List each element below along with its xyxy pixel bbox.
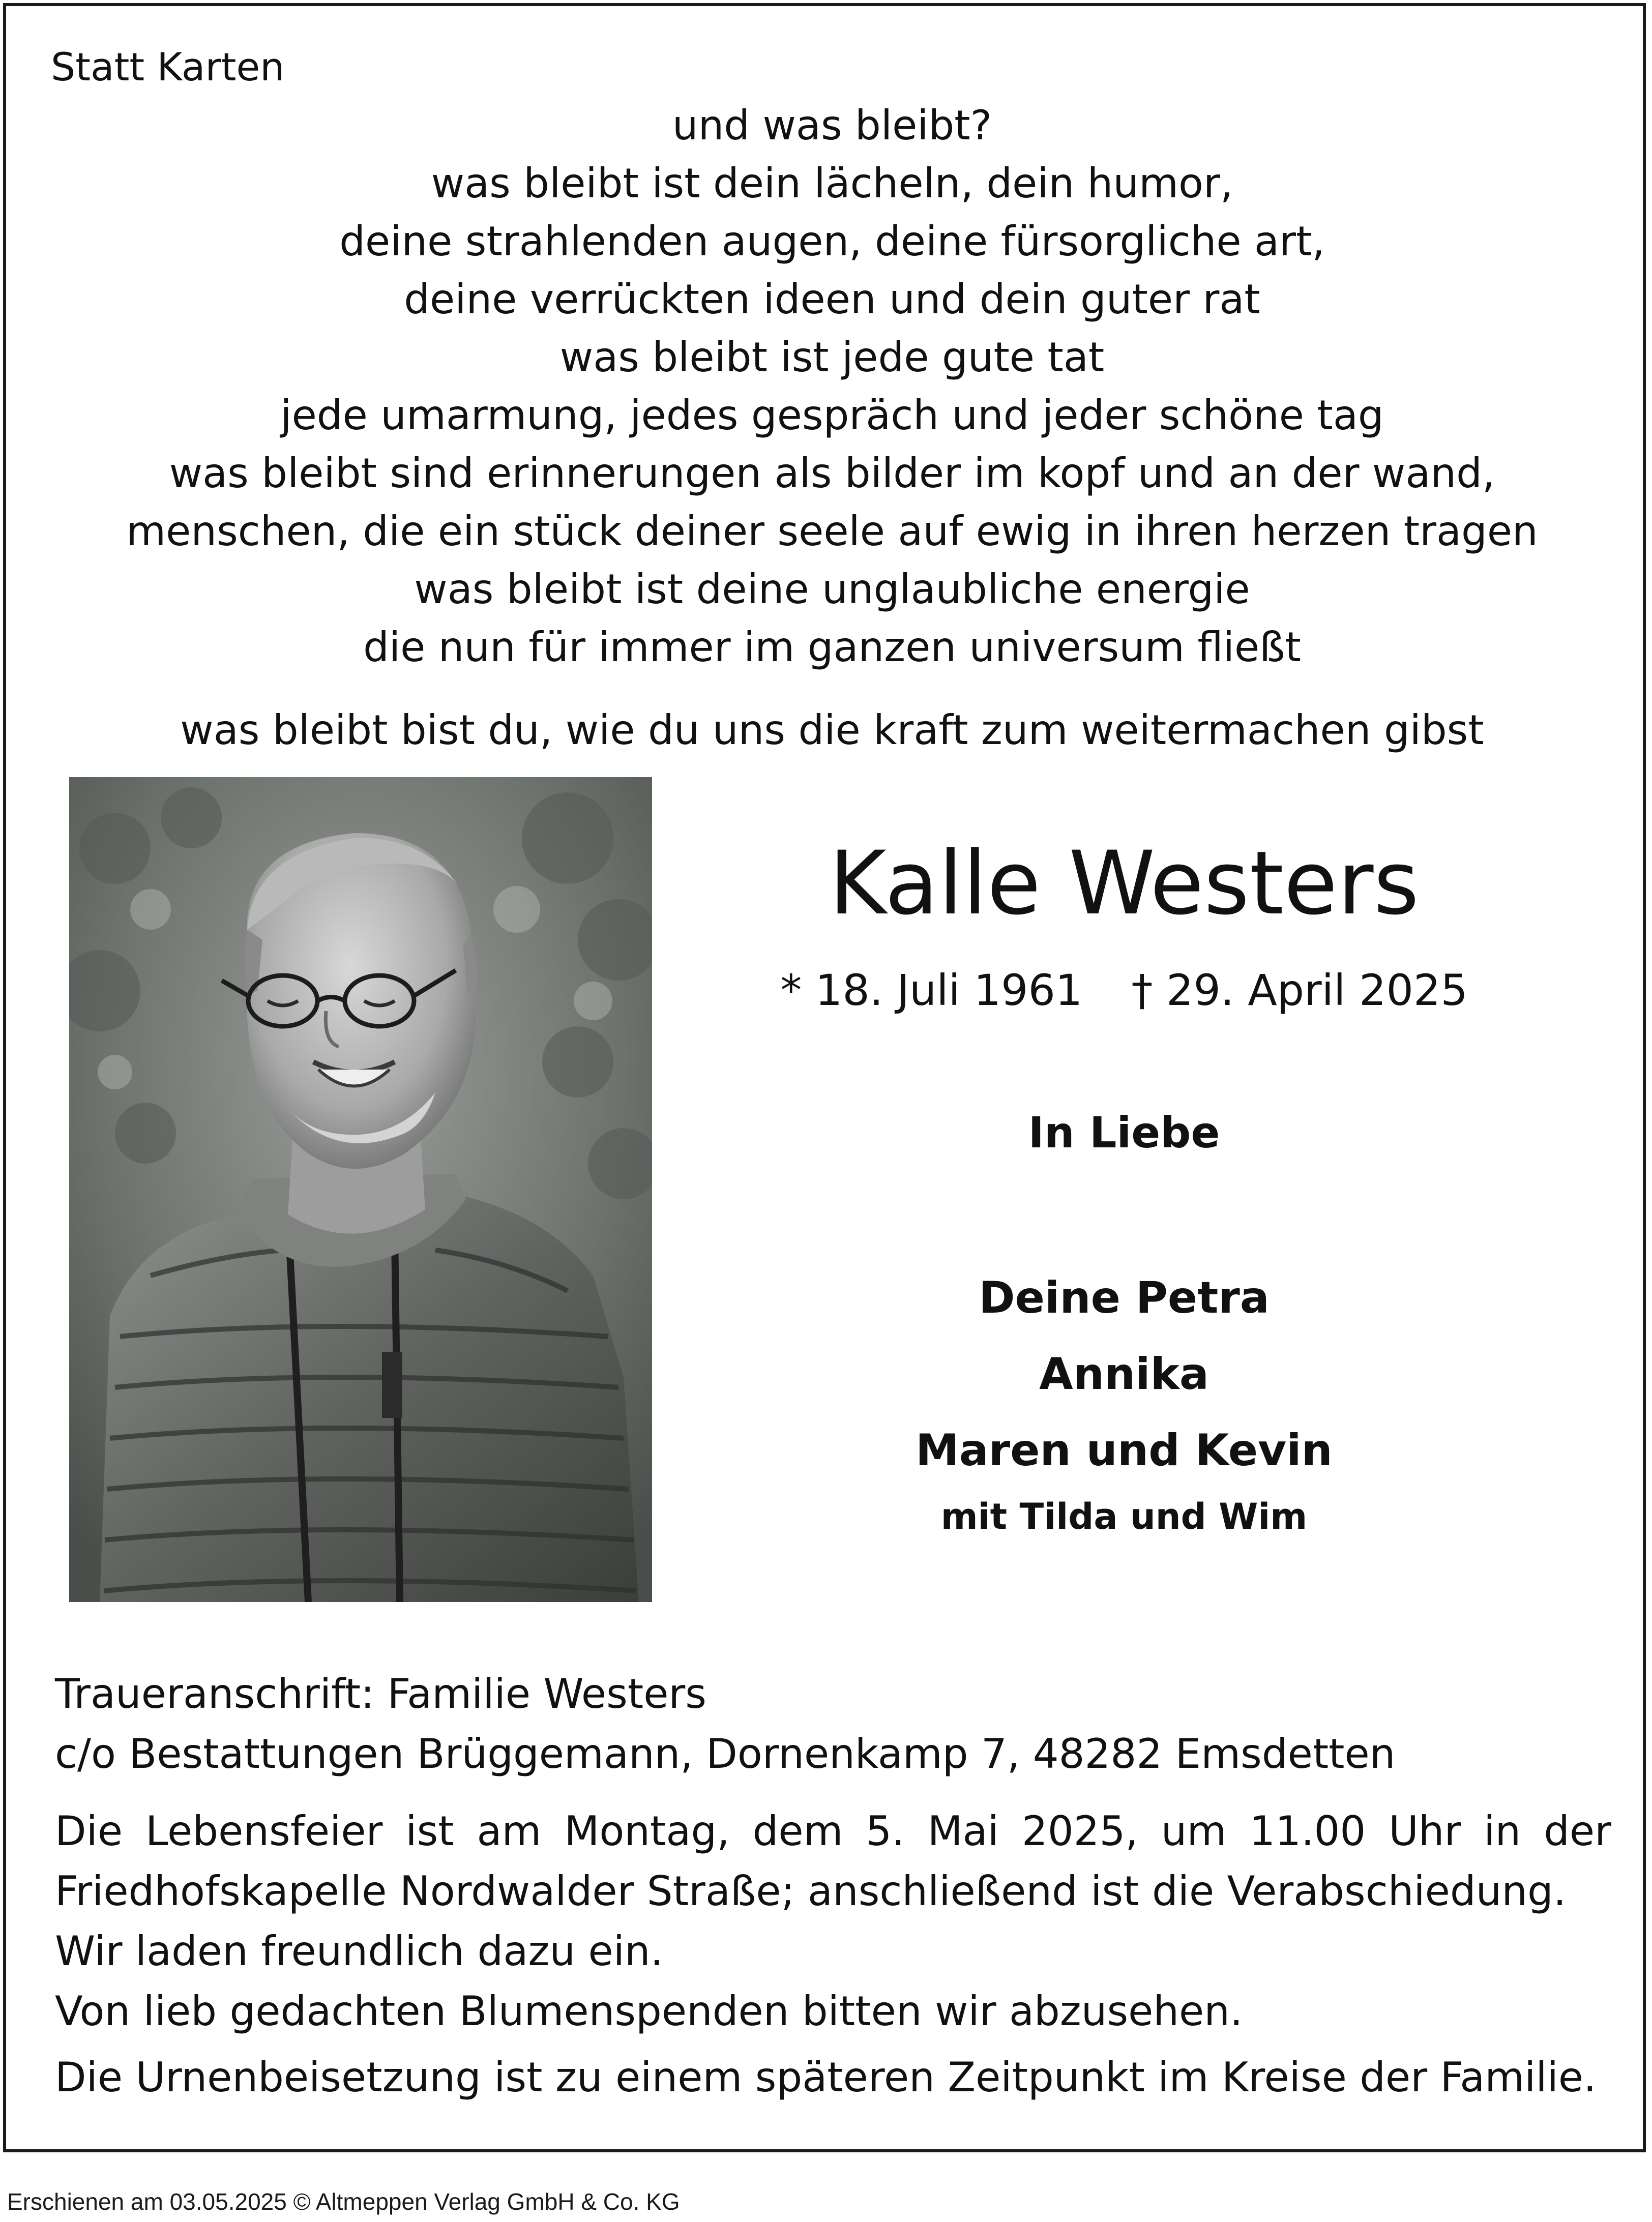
mourner-name: Maren und Kevin [916,1425,1333,1476]
portrait-illustration [69,777,652,1602]
mourner-name: Deine Petra [979,1272,1270,1323]
poem-line: was bleibt ist jede gute tat [559,334,1105,381]
urn-text: Die Urnenbeisetzung ist zu einem späteren Zeitpunkt im Kreise der Familie. [55,2054,1597,2101]
address-line: c/o Bestattungen Brüggemann, Dornenkamp 7, 48282 Emsdetten [55,1730,1396,1777]
portrait-photo [69,777,652,1602]
mourner-grandchildren: mit Tilda und Wim [940,1496,1308,1537]
header-label: Statt Karten [51,44,285,90]
address-line: Traueranschrift: Familie Westers [55,1670,706,1717]
poem-line: deine strahlenden augen, deine fürsorgliche art, [339,218,1325,265]
life-dates [667,962,1581,1018]
obituary-frame [3,3,1646,2152]
publication-footer: Erschienen am 03.05.2025 © Altmeppen Verlag GmbH & Co. KG [7,2188,680,2215]
poem-line: was bleibt ist dein lächeln, dein humor, [431,160,1233,207]
mourners-list [667,1260,1581,1545]
poem-final-line: was bleibt bist du, wie du uns die kraft zum weitermachen gibst [180,706,1484,754]
mourner-name: Annika [1039,1349,1209,1400]
poem-line: und was bleibt? [672,102,992,149]
death-date: † 29. April 2025 [1131,965,1468,1015]
funeral-notice [55,1801,1611,2108]
poem-line: die nun für immer im ganzen universum fließt [363,624,1301,671]
poem-line: jede umarmung, jedes gespräch und jeder schöne tag [280,392,1384,439]
poem-line: menschen, die ein stück deiner seele auf ewig in ihren herzen tragen [126,508,1538,555]
deceased-name: Kalle Westers [829,832,1420,934]
flowers-text: Von lieb gedachten Blumenspenden bitten wir abzusehen. [55,1988,1243,2035]
poem [6,97,1652,676]
closing-phrase: In Liebe [1028,1108,1220,1158]
ceremony-text: Die Lebensfeier ist am Montag, dem 5. Mai 2025, um 11.00 Uhr in der Friedhofskapelle Nordwalder Straße; anschließend ist die Verabschiedung. [55,1808,1611,1915]
mourning-address [55,1664,1395,1784]
poem-line: deine verrückten ideen und dein guter rat [404,276,1260,323]
invitation-text: Wir laden freundlich dazu ein. [55,1928,664,1975]
birth-date: * 18. Juli 1961 [780,965,1083,1015]
poem-line: was bleibt ist deine unglaubliche energie [414,566,1250,613]
poem-line: was bleibt sind erinnerungen als bilder im kopf und an der wand, [169,450,1495,497]
